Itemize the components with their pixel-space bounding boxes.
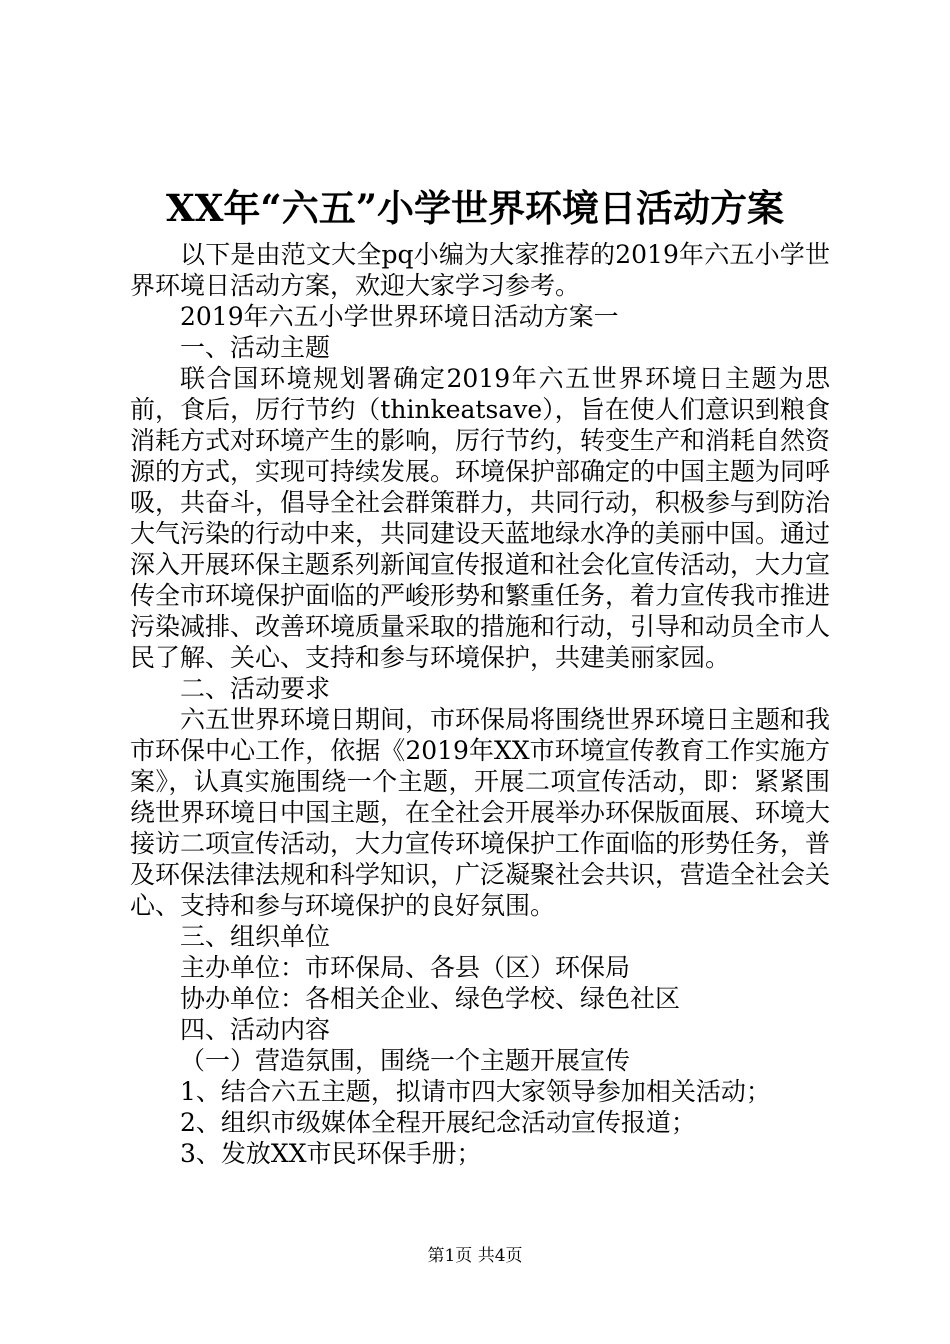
theme-paragraph: 联合国环境规划署确定2019年六五世界环境日主题为思前，食后，厉行节约（thinkeatsave），旨在使人们意识到粮食消耗方式对环境产生的影响，厉行节约，转变生产和消耗自然资源的方式，实现可持续发展。环境保护部确定的中国主题为同呼吸，共奋斗，倡导全社会群策群力，共同行动，积极参与到防治大气污染的行动中来，共同建设天蓝地绿水净的美丽中国。通过深入开展环保主题系列新闻宣传报道和社会化宣传活动，大力宣传全市环境保护面临的严峻形势和繁重任务，着力宣传我市推进污染减排、改善环境质量采取的措施和行动，引导和动员全市人民了解、关心、支持和参与环境保护，共建美丽家园。 (130, 364, 831, 672)
list-item: 1、结合六五主题，拟请市四大家领导参加相关活动； (180, 1077, 771, 1106)
list-item: 3、发放XX市民环保手册； (180, 1139, 482, 1168)
plan-heading: 2019年六五小学世界环境日活动方案一 (180, 302, 619, 331)
page-footer: 第1页 共4页 (427, 1246, 523, 1266)
section-heading-theme: 一、活动主题 (180, 333, 331, 362)
section-heading-content: 四、活动内容 (180, 1015, 331, 1044)
intro-paragraph: 以下是由范文大全pq小编为大家推荐的2019年六五小学世界环境日活动方案，欢迎大家学习参考。 (130, 240, 830, 300)
host-units: 主办单位：市环保局、各县（区）环保局 (180, 953, 631, 982)
requirements-paragraph: 六五世界环境日期间，市环保局将围绕世界环境日主题和我市环保中心工作，依据《2019年XX市环境宣传教育工作实施方案》，认真实施围绕一个主题，开展二项宣传活动，即：紧紧围绕世界环境日中国主题，在全社会开展举办环保版面展、环境大接访二项宣传活动，大力宣传环境保护工作面临的形势任务，普及环保法律法规和科学知识，广泛凝聚社会共识，营造全社会关心、支持和参与环境保护的良好氛围。 (130, 705, 831, 920)
document-title: XX年“六五”小学世界环境日活动方案 (166, 186, 784, 230)
list-item: 2、组织市级媒体全程开展纪念活动宣传报道； (180, 1108, 696, 1137)
section-heading-requirements: 二、活动要求 (180, 674, 331, 703)
co-host-units: 协办单位：各相关企业、绿色学校、绿色社区 (180, 984, 681, 1013)
subsection-heading: （一）营造氛围，围绕一个主题开展宣传 (180, 1046, 631, 1075)
document-body (130, 239, 830, 1169)
section-heading-organizers: 三、组织单位 (180, 922, 331, 951)
